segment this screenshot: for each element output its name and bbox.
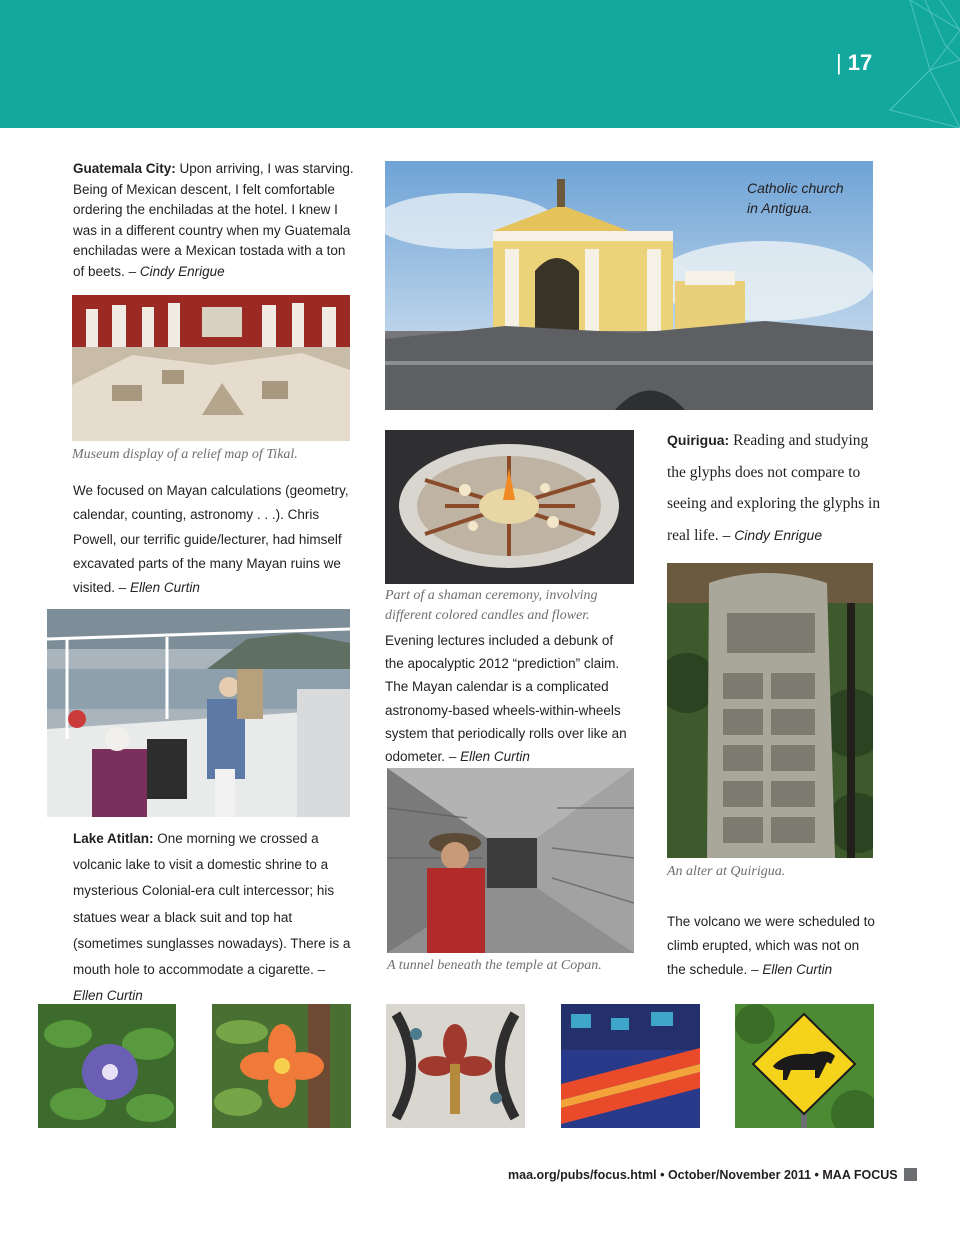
- evening-lectures-paragraph: [385, 629, 635, 768]
- altar-caption: An alter at Quirigua.: [667, 864, 786, 879]
- lake-atitlan-lead: Lake Atitlan:: [73, 831, 154, 846]
- header-band: [0, 0, 960, 128]
- morning-glory-photo: [38, 1004, 176, 1128]
- shaman-ceremony-photo: [385, 430, 634, 584]
- quirigua-body: Reading and studying the glyphs does not compare to seeing and exploring the glyphs in real life.: [667, 432, 881, 544]
- evening-lectures-body: Evening lectures included a debunk of the apocalyptic 2012 “prediction” claim. The Mayan calendar is a complicated astronomy-based wheels-within-wheels system that periodically rolls over like an odometer.: [385, 633, 627, 765]
- tikal-relief-map-photo: [72, 295, 350, 441]
- mayan-calculations-paragraph: [73, 479, 358, 600]
- guatemala-city-paragraph: [73, 159, 358, 282]
- footer-text: maa.org/pubs/focus.html • October/November 2011 • MAA FOCUS: [508, 1168, 898, 1182]
- volcano-body: The volcano we were scheduled to climb erupted, which was not on the schedule.: [667, 914, 875, 977]
- quirigua-stela-photo: [667, 563, 873, 858]
- page-number: | 17: [836, 50, 873, 75]
- volcano-credit: – Ellen Curtin: [751, 961, 833, 977]
- page-footer: [508, 1168, 898, 1186]
- volcano-paragraph: [667, 910, 877, 981]
- mayan-calculations-credit: – Ellen Curtin: [118, 580, 200, 596]
- lake-atitlan-paragraph: [73, 826, 358, 1009]
- hibiscus-photo: [212, 1004, 351, 1128]
- jaguar-sign-photo: [735, 1004, 874, 1128]
- footer-square-icon: [904, 1168, 917, 1181]
- guatemala-city-credit: – Cindy Enrigue: [128, 263, 225, 279]
- church-caption-line-2: in Antigua.: [747, 200, 813, 216]
- woven-textile-photo: [561, 1004, 700, 1128]
- shaman-caption: Part of a shaman ceremony, involving different colored candles and flower.: [385, 588, 598, 623]
- lake-atitlan-body: One morning we crossed a volcanic lake to visit a domestic shrine to a mysterious Colonial-era cult intercessor; his statues wear a black suit and top hat (sometimes sunglasses nowadays). There is a mouth hole to accommodate a cigarette.: [73, 831, 351, 978]
- mosaic-photo: [386, 1004, 525, 1128]
- tunnel-caption: A tunnel beneath the temple at Copan.: [387, 958, 602, 973]
- church-caption: [747, 178, 867, 218]
- mayan-calculations-body: We focused on Mayan calculations (geometry, calendar, counting, astronomy . . .). Chris Powell, our terrific guide/lecturer, had himself excavated parts of the many Mayan ruins we visited.: [73, 483, 349, 596]
- church-caption-line-1: Catholic church: [747, 180, 844, 196]
- quirigua-credit: – Cindy Enrigue: [722, 526, 823, 543]
- guatemala-city-body: Upon arriving, I was starving. Being of Mexican descent, I felt comfortable ordering the enchiladas at the hotel. I knew I was in a different country when my Guatemala enchiladas were a Mexican tostada with a ton of beets.: [73, 161, 354, 279]
- evening-lectures-credit: – Ellen Curtin: [448, 749, 530, 765]
- copan-tunnel-photo: [387, 768, 634, 953]
- tikal-caption: Museum display of a relief map of Tikal.: [72, 447, 298, 462]
- quirigua-lead: Quirigua:: [667, 432, 730, 448]
- lake-atitlan-credit: – Ellen Curtin: [73, 962, 326, 1004]
- quirigua-paragraph: [667, 425, 882, 551]
- lake-boat-photo: [47, 609, 350, 817]
- guatemala-city-lead: Guatemala City:: [73, 161, 176, 176]
